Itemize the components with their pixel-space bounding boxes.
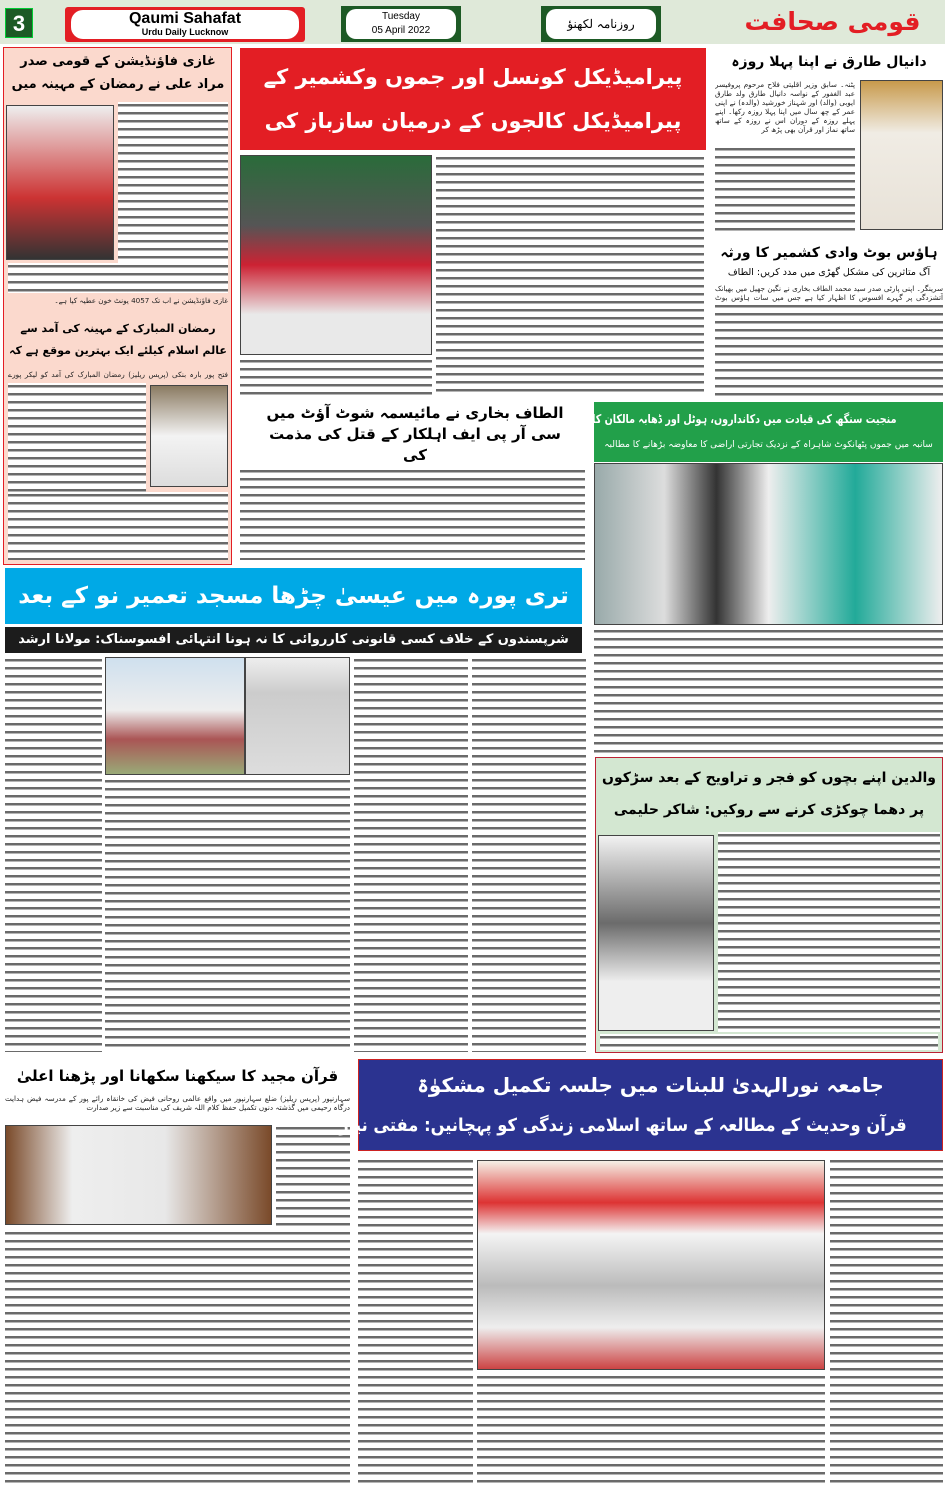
story-subhead-text: سانبہ میں جموں پٹھانکوٹ شاہراہ کے نزدیک تجارتی اراضی کا معاوضہ بڑھانے کا مطالبہ (604, 440, 933, 450)
press-conference-photo (240, 155, 432, 355)
date: 05 April 2022 (371, 25, 431, 36)
story-headline: دانیال طارق نے اپنا پہلا روزہ (731, 54, 927, 70)
date-box (341, 6, 461, 42)
protest-headline-box (557, 402, 943, 462)
tripura-subhead: شرپسندوں کے خلاف کسی قانونی کارروائی کا نہ ہونا انتہائی افسوسناک: مولانا ارشد (5, 627, 582, 653)
story-headline: غازی فاؤنڈیشن کے قومی صدر مراد علی نے رمضان کے مہینہ میں (11, 54, 225, 92)
danyal-photo (860, 80, 943, 230)
story-body (715, 146, 855, 232)
story-body (472, 657, 586, 1052)
tripura-headline: تری پورہ میں عیسیٰ چڑھا مسجد تعمیر نو کے بعد (5, 568, 582, 624)
story-body (354, 657, 468, 1052)
story-lead: سرینگر۔ اپنی پارٹی صدر سید محمد الطاف بخاری نے نگین جھیل میں بھیانک آتشزدگی پر گہرے افسوس کا اظہار کیا ہے جس میں سات ہاؤس بوٹ (715, 284, 943, 302)
story-subhead-text: قرآن وحدیث کے مطالعہ کے ساتھ اسلامی زندگی کو پہچانیں: مفتی نیاز (339, 1115, 907, 1136)
qasmi-photo (150, 385, 228, 487)
story-subhead: آگ متاثرین کی مشکل گھڑی میں مدد کریں: الطاف (727, 267, 931, 278)
story-body (5, 657, 102, 1052)
masthead-urdu: قومی صحافت (744, 7, 921, 36)
mosque-photo (105, 657, 245, 775)
masthead-english (65, 7, 305, 42)
day: Tuesday (382, 11, 420, 22)
story-body (477, 1374, 825, 1486)
story-headline: رمضان المبارک کے مہینہ کی آمد سے عالم اسلام کیلئے ایک بہترین موقع ہے کہ (9, 322, 227, 357)
masthead-title: Qaumi Sahafat (128, 10, 242, 27)
story-headline (365, 1064, 936, 1106)
story-headline-text: منجیت سنگھ کی قیادت میں دکانداروں، ہوٹل اور ڈھابہ مالکان کا احتجاج (557, 412, 897, 426)
story-body (240, 468, 585, 560)
story-body (8, 492, 228, 560)
story-body (718, 832, 940, 1032)
story-lead: سہارنپور (پریس ریلیز) ضلع سہارنپور میں واقع عالمی روحانی فیض کی خانقاہ رائے پور کے مدرسہ فیض ہدایت درگاہ رحیمی میں گذشتہ دنوں تکمیل حفظ کلام اللہ شریف کی مناسبت سے زیر صدارت (5, 1094, 350, 1122)
story-headline-text: جامعہ نورالہدیٰ للبنات میں جلسہ تکمیل مشکوٰۃ (417, 1073, 884, 1097)
story-body (358, 1158, 473, 1486)
story-headline: ہاؤس بوٹ وادی کشمیر کا ورثہ (720, 245, 938, 261)
story-body (5, 1230, 350, 1486)
madani-photo (245, 657, 350, 775)
jamia-event-photo (477, 1160, 825, 1370)
story-body (8, 383, 146, 493)
story-body (118, 102, 228, 282)
story-headline (557, 405, 940, 433)
story-body (715, 303, 943, 396)
story-headline: قرآن مجید کا سیکھنا سکھانا اور پڑھنا اعلیٰ (16, 1067, 339, 1085)
story-subhead (339, 1106, 936, 1146)
protest-photo (594, 463, 943, 625)
story-lead: پٹنہ۔ سابق وزیر اقلیتی فلاح مرحوم پروفیسر عبد الغفور کے نواسہ دانیال طارق ولد طارق ایوبی (والد) اور شہناز خورشید (والدہ) نے اپنی عمر کے چھ سال میں اپنا پہلا روزہ رکھا۔ اپنے پہلے روزہ کے دوران اس نے روزہ کے ساتھ ساتھ نماز اور قرآن بھی پڑھ کر (715, 80, 855, 144)
story-headline: والدین اپنے بچوں کو فجر و تراویح کے بعد سڑکوں پر دھما چوکڑی کرنے سے روکیں: شاکر حلیمی (602, 770, 936, 818)
story-body (600, 1034, 938, 1050)
shakir-halimi-photo (598, 835, 714, 1031)
blood-donation-photo (6, 105, 114, 260)
story-body (436, 155, 704, 395)
main-headline: پیرامیڈیکل کونسل اور جموں وکشمیر کے پیرامیڈیکل کالجوں کے درمیان سازباز کی (240, 48, 706, 150)
story-lead: فتح پور بارہ بنکی (پریس ریلیز) رمضان المبارک کی آمد کو لیکر پورے (8, 370, 228, 379)
story-body (594, 628, 943, 753)
story-tail: غازی فاؤنڈیشن نے اب تک 4057 یونٹ خون عطیہ کیا ہے۔ (54, 296, 228, 305)
story-subhead (597, 433, 940, 457)
story-body (105, 778, 350, 1052)
story-body (8, 263, 228, 293)
quran-event-photo (5, 1125, 272, 1225)
roznama-label: روزنامہ لکھنؤ (546, 9, 656, 39)
jamia-headline-box (339, 1059, 943, 1151)
page-number: 3 (5, 8, 33, 38)
story-headline: الطاف بخاری نے مائیسمہ شوٹ آؤٹ میں سی آر پی ایف اہلکار کے قتل کی مذمت کی (266, 404, 564, 464)
photo-caption (240, 358, 432, 396)
story-body (830, 1158, 943, 1486)
roznama-box (541, 6, 661, 42)
masthead-subtitle: Urdu Daily Lucknow (141, 27, 229, 37)
